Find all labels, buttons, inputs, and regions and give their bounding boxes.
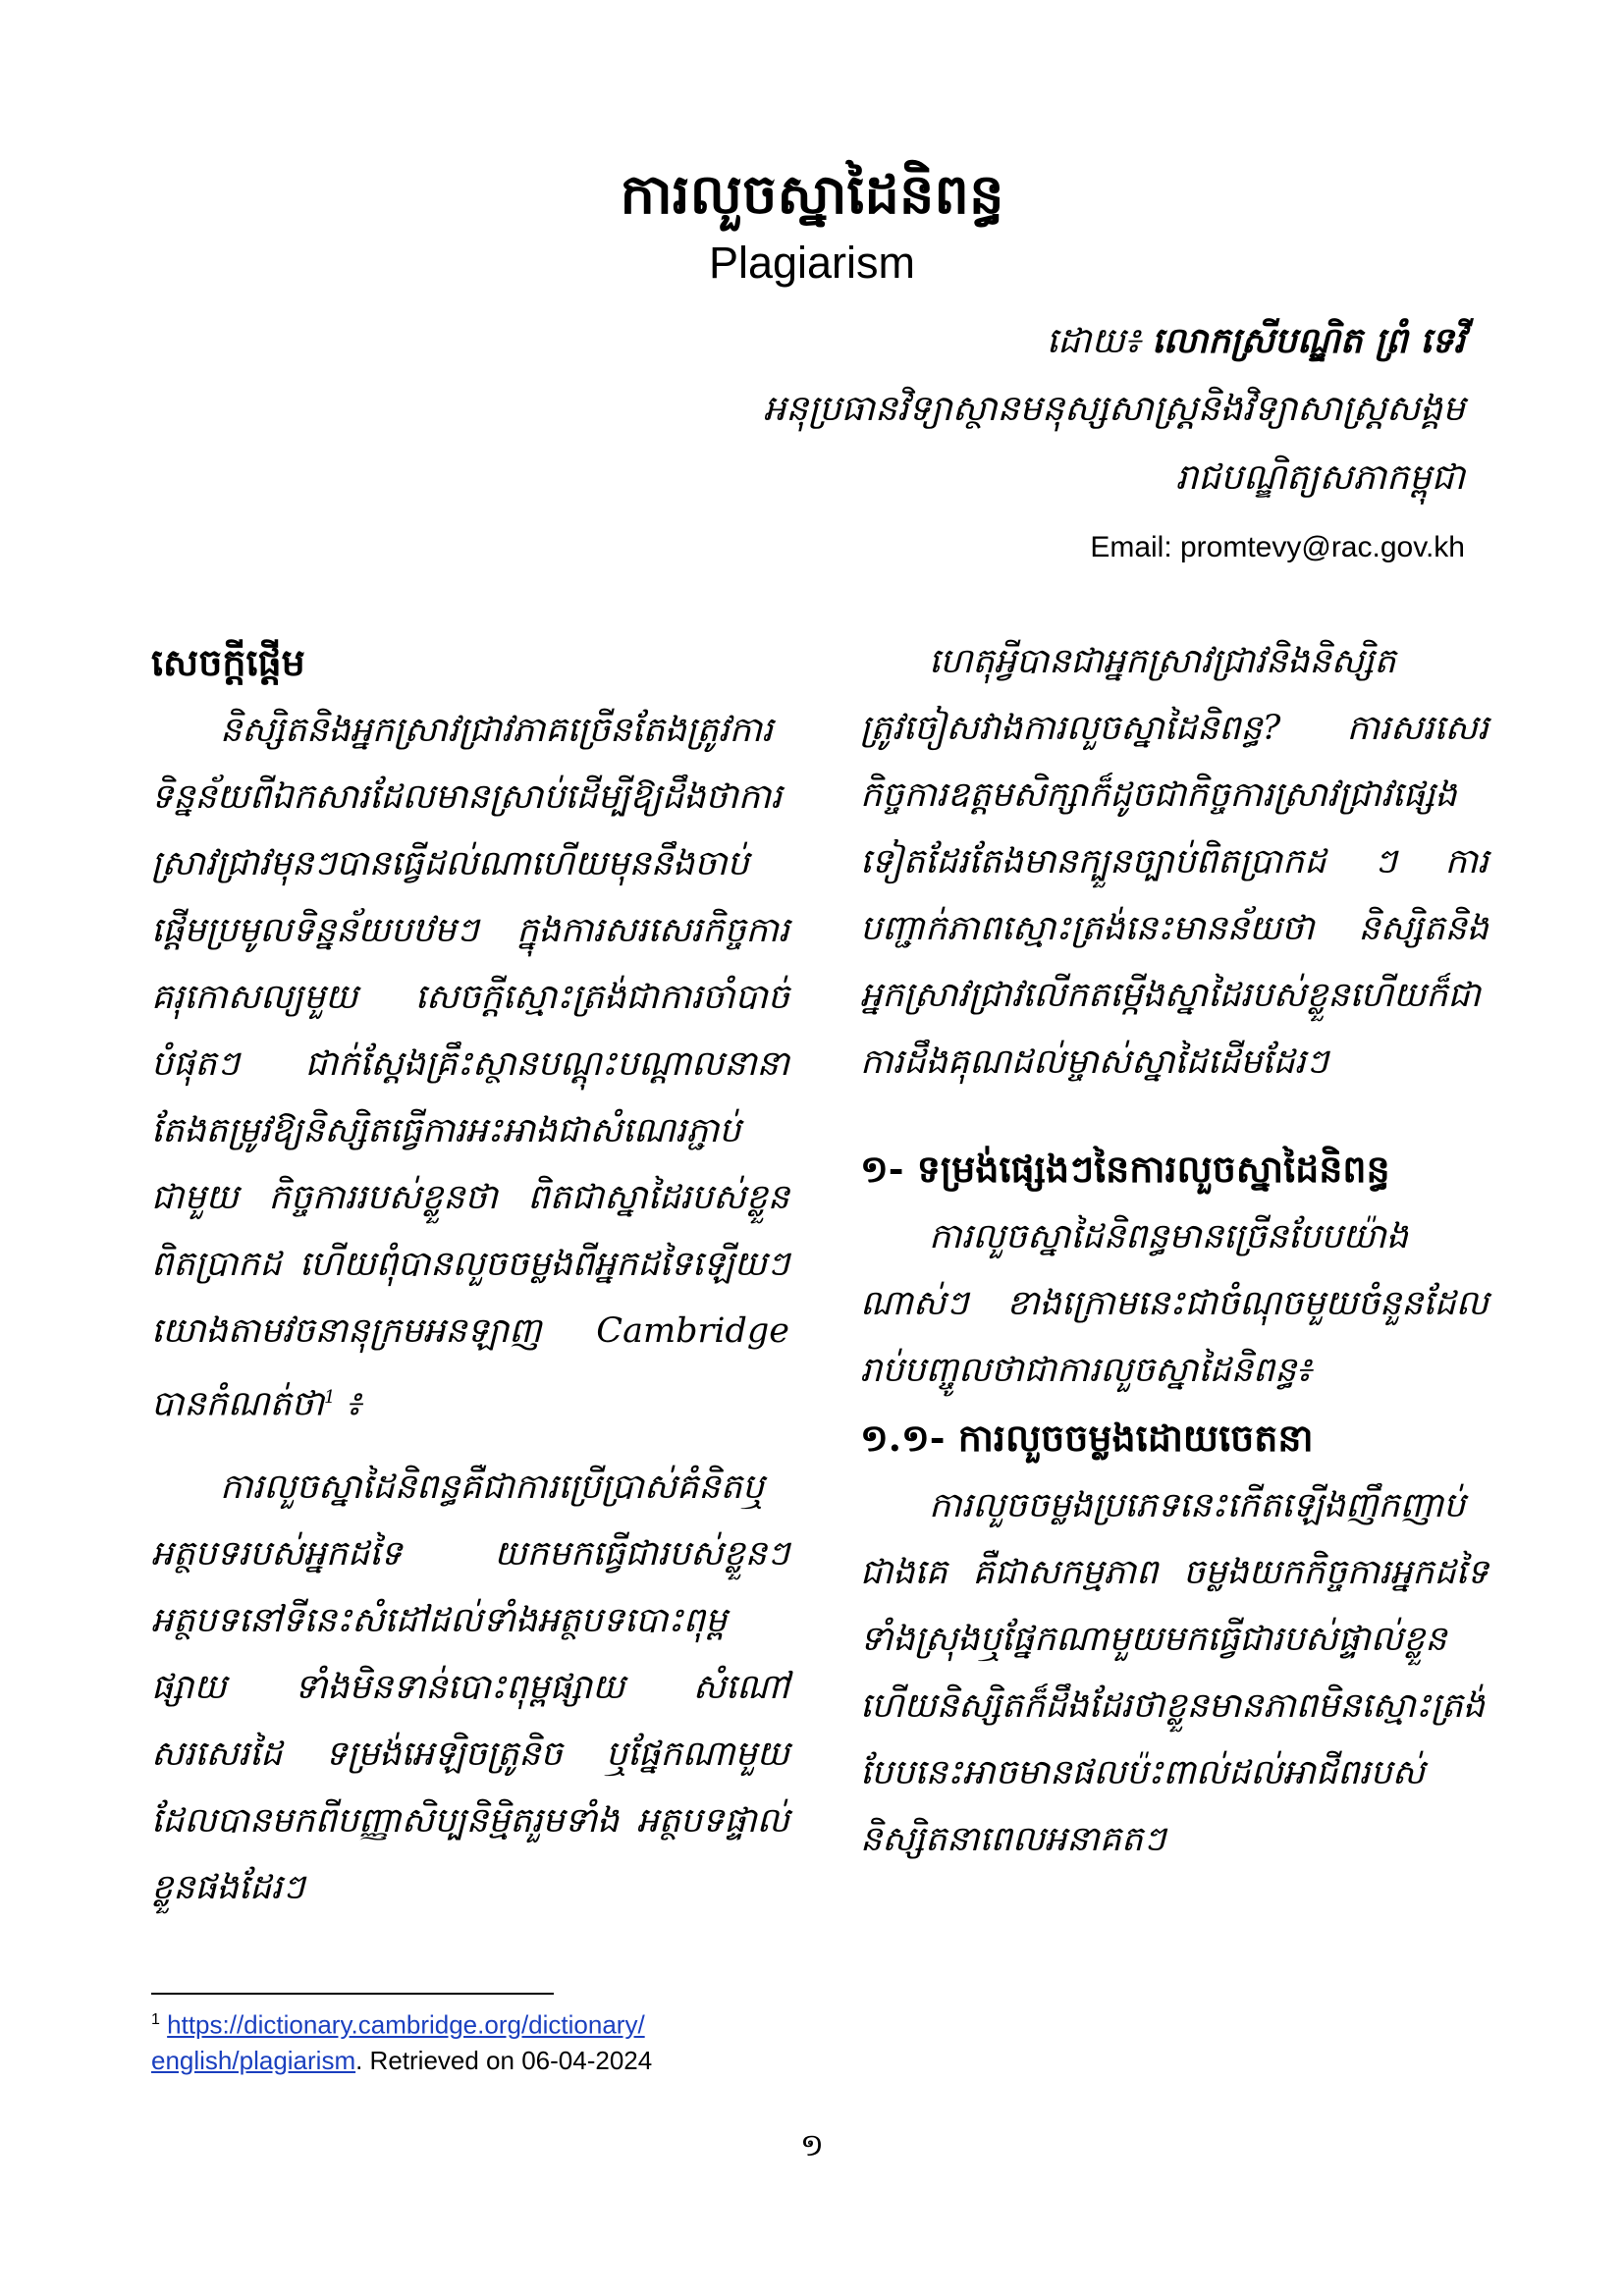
spacer xyxy=(151,1438,789,1454)
intro-tail: ៖ xyxy=(335,1384,361,1424)
author-block xyxy=(385,306,1465,575)
section-1-1-paragraph: ការលួចចម្លងប្រភេទនេះកើតឡើងញឹកញាប់ជាងគេ គឺជាសកម្មភាព ចម្លងយកកិច្ចការអ្នកដទៃទាំងស្រុងឬផ្នែកណាមួយមកធ្វើជារបស់ផ្ទាល់ខ្លួនហើយនិស្សិតក៏ដឹងដែរថាខ្លួនមានភាពមិនស្មោះត្រង់បែបនេះអាចមានផលប៉ះពាល់ដល់អាជីពរបស់និស្សិតនាពេលអនាគតៗ xyxy=(860,1486,1489,1859)
footnote xyxy=(151,2002,780,2078)
footnote-reference[interactable]: 1 xyxy=(324,1387,336,1408)
intro-heading: សេចក្តីផ្តើម xyxy=(151,640,305,684)
footnote-number: 1 xyxy=(151,2011,160,2028)
footnote-link-part-2[interactable]: english/plagiarism xyxy=(151,2045,356,2075)
section-1-heading: ១- ទម្រង់ផ្សេងៗនៃការលួចស្នាដៃនិពន្ធ xyxy=(860,1147,1390,1191)
footnote-link-part-1[interactable]: https://dictionary.cambridge.org/dictionary/ xyxy=(167,2009,645,2040)
footnote-separator xyxy=(151,1993,554,1995)
author-name: លោកស្រីបណ្ឌិត ព្រំ ទេវី xyxy=(1152,320,1465,361)
author-email: Email: promtevy@rac.gov.kh xyxy=(1090,531,1465,563)
why-paragraph: ហេតុអ្វីបានជាអ្នកស្រាវជ្រាវនិងនិស្សិតត្រូវចៀសវាងការលួចស្នាដៃនិពន្ធ? ការសរសេរកិច្ចការឧត្តមសិក្សាក៏ដូចជាកិច្ចការស្រាវជ្រាវផ្សេងទៀតដែរតែងមានក្បួនច្បាប់ពិតប្រាកដ ៗ ការបញ្ជាក់ភាពស្មោះត្រង់នេះមានន័យថា និស្សិតនិងអ្នកស្រាវជ្រាវលើកតម្កើងស្នាដៃរបស់ខ្លួនហើយក៏ជាការដឹងគុណដល់ម្ចាស់ស្នាដៃដើមដែរៗ xyxy=(860,642,1489,1082)
definition-paragraph: ការលួចស្នាដៃនិពន្ធគឺជាការប្រើប្រាស់គំនិតឬអត្ថបទរបស់អ្នកដទៃ យកមកធ្វើជារបស់ខ្លួនៗ អត្ថបទនៅទីនេះសំដៅដល់ទាំងអត្ថបទបោះពុម្ពផ្សាយ ទាំងមិនទាន់បោះពុម្ពផ្សាយ សំណៅសរសេរដៃ ទម្រង់អេឡិចត្រូនិច ឬផ្នែកណាមួយដែលបានមកពីបញ្ញាសិប្បនិម្មិតរួមទាំង អត្ថបទផ្ទាល់ខ្លួនផងដែរៗ xyxy=(151,1467,789,1907)
author-by-label: ដោយ៖ xyxy=(1046,321,1141,361)
footnote-retrieved: . Retrieved on 06-04-2024 xyxy=(355,2045,653,2075)
intro-text: និស្សិតនិងអ្នកស្រាវជ្រាវភាគច្រើនតែងត្រូវការទិន្នន័យពីឯកសារដែលមានស្រាប់ដើម្បីឱ្យដឹងថាការស្រាវជ្រាវមុនៗបានធ្វើដល់ណាហើយមុននឹងចាប់ផ្តើមប្រមូលទិន្នន័យបឋមៗ ក្នុងការសរសេរកិច្ចការគរុកោសល្យមួយ សេចក្តីស្មោះត្រង់ជាការចាំបាច់បំផុតៗ ជាក់ស្តែងគ្រឹះស្ថានបណ្តុះបណ្តាលនានា តែងតម្រូវឱ្យនិស្សិតធ្វើការអះអាងជាសំណេរភ្ជាប់ជាមួយ កិច្ចការរបស់ខ្លួនថា ពិតជាស្នាដៃរបស់ខ្លួនពិតប្រាកដ ហើយពុំបានលួចចម្លងពីអ្នកដទៃឡើយៗ យោងតាមវចនានុក្រមអនឡាញ Cambridge បានកំណត់ថា xyxy=(151,711,789,1424)
title-english: Plagiarism xyxy=(708,238,916,288)
intro-paragraph xyxy=(151,697,789,1438)
title-khmer: ការលួចស្នាដៃនិពន្ធ xyxy=(620,162,1004,227)
spacer xyxy=(860,1095,1489,1135)
right-column xyxy=(860,628,1489,1873)
section-1-1-heading: ១.១- ការលួចចម្លងដោយចេតនា xyxy=(860,1415,1314,1460)
author-line xyxy=(385,306,1465,375)
author-institution: រាជបណ្ឌិត្យសភាកម្ពុជា xyxy=(1175,457,1465,498)
author-position: អនុប្រធានវិទ្យាស្ថានមនុស្សសាស្ត្រនិងវិទ្យាសាស្ត្រសង្គម xyxy=(763,389,1465,429)
page-number: ១ xyxy=(799,2126,825,2163)
section-1-paragraph: ការលួចស្នាដៃនិពន្ធមានច្រើនបែបយ៉ាងណាស់ៗ ខាងក្រោមនេះជាចំណុចមួយចំនួនដែលរាប់បញ្ចូលថាជាការលួចស្នាដៃនិពន្ធ៖ xyxy=(860,1217,1489,1390)
left-column xyxy=(151,628,789,1921)
